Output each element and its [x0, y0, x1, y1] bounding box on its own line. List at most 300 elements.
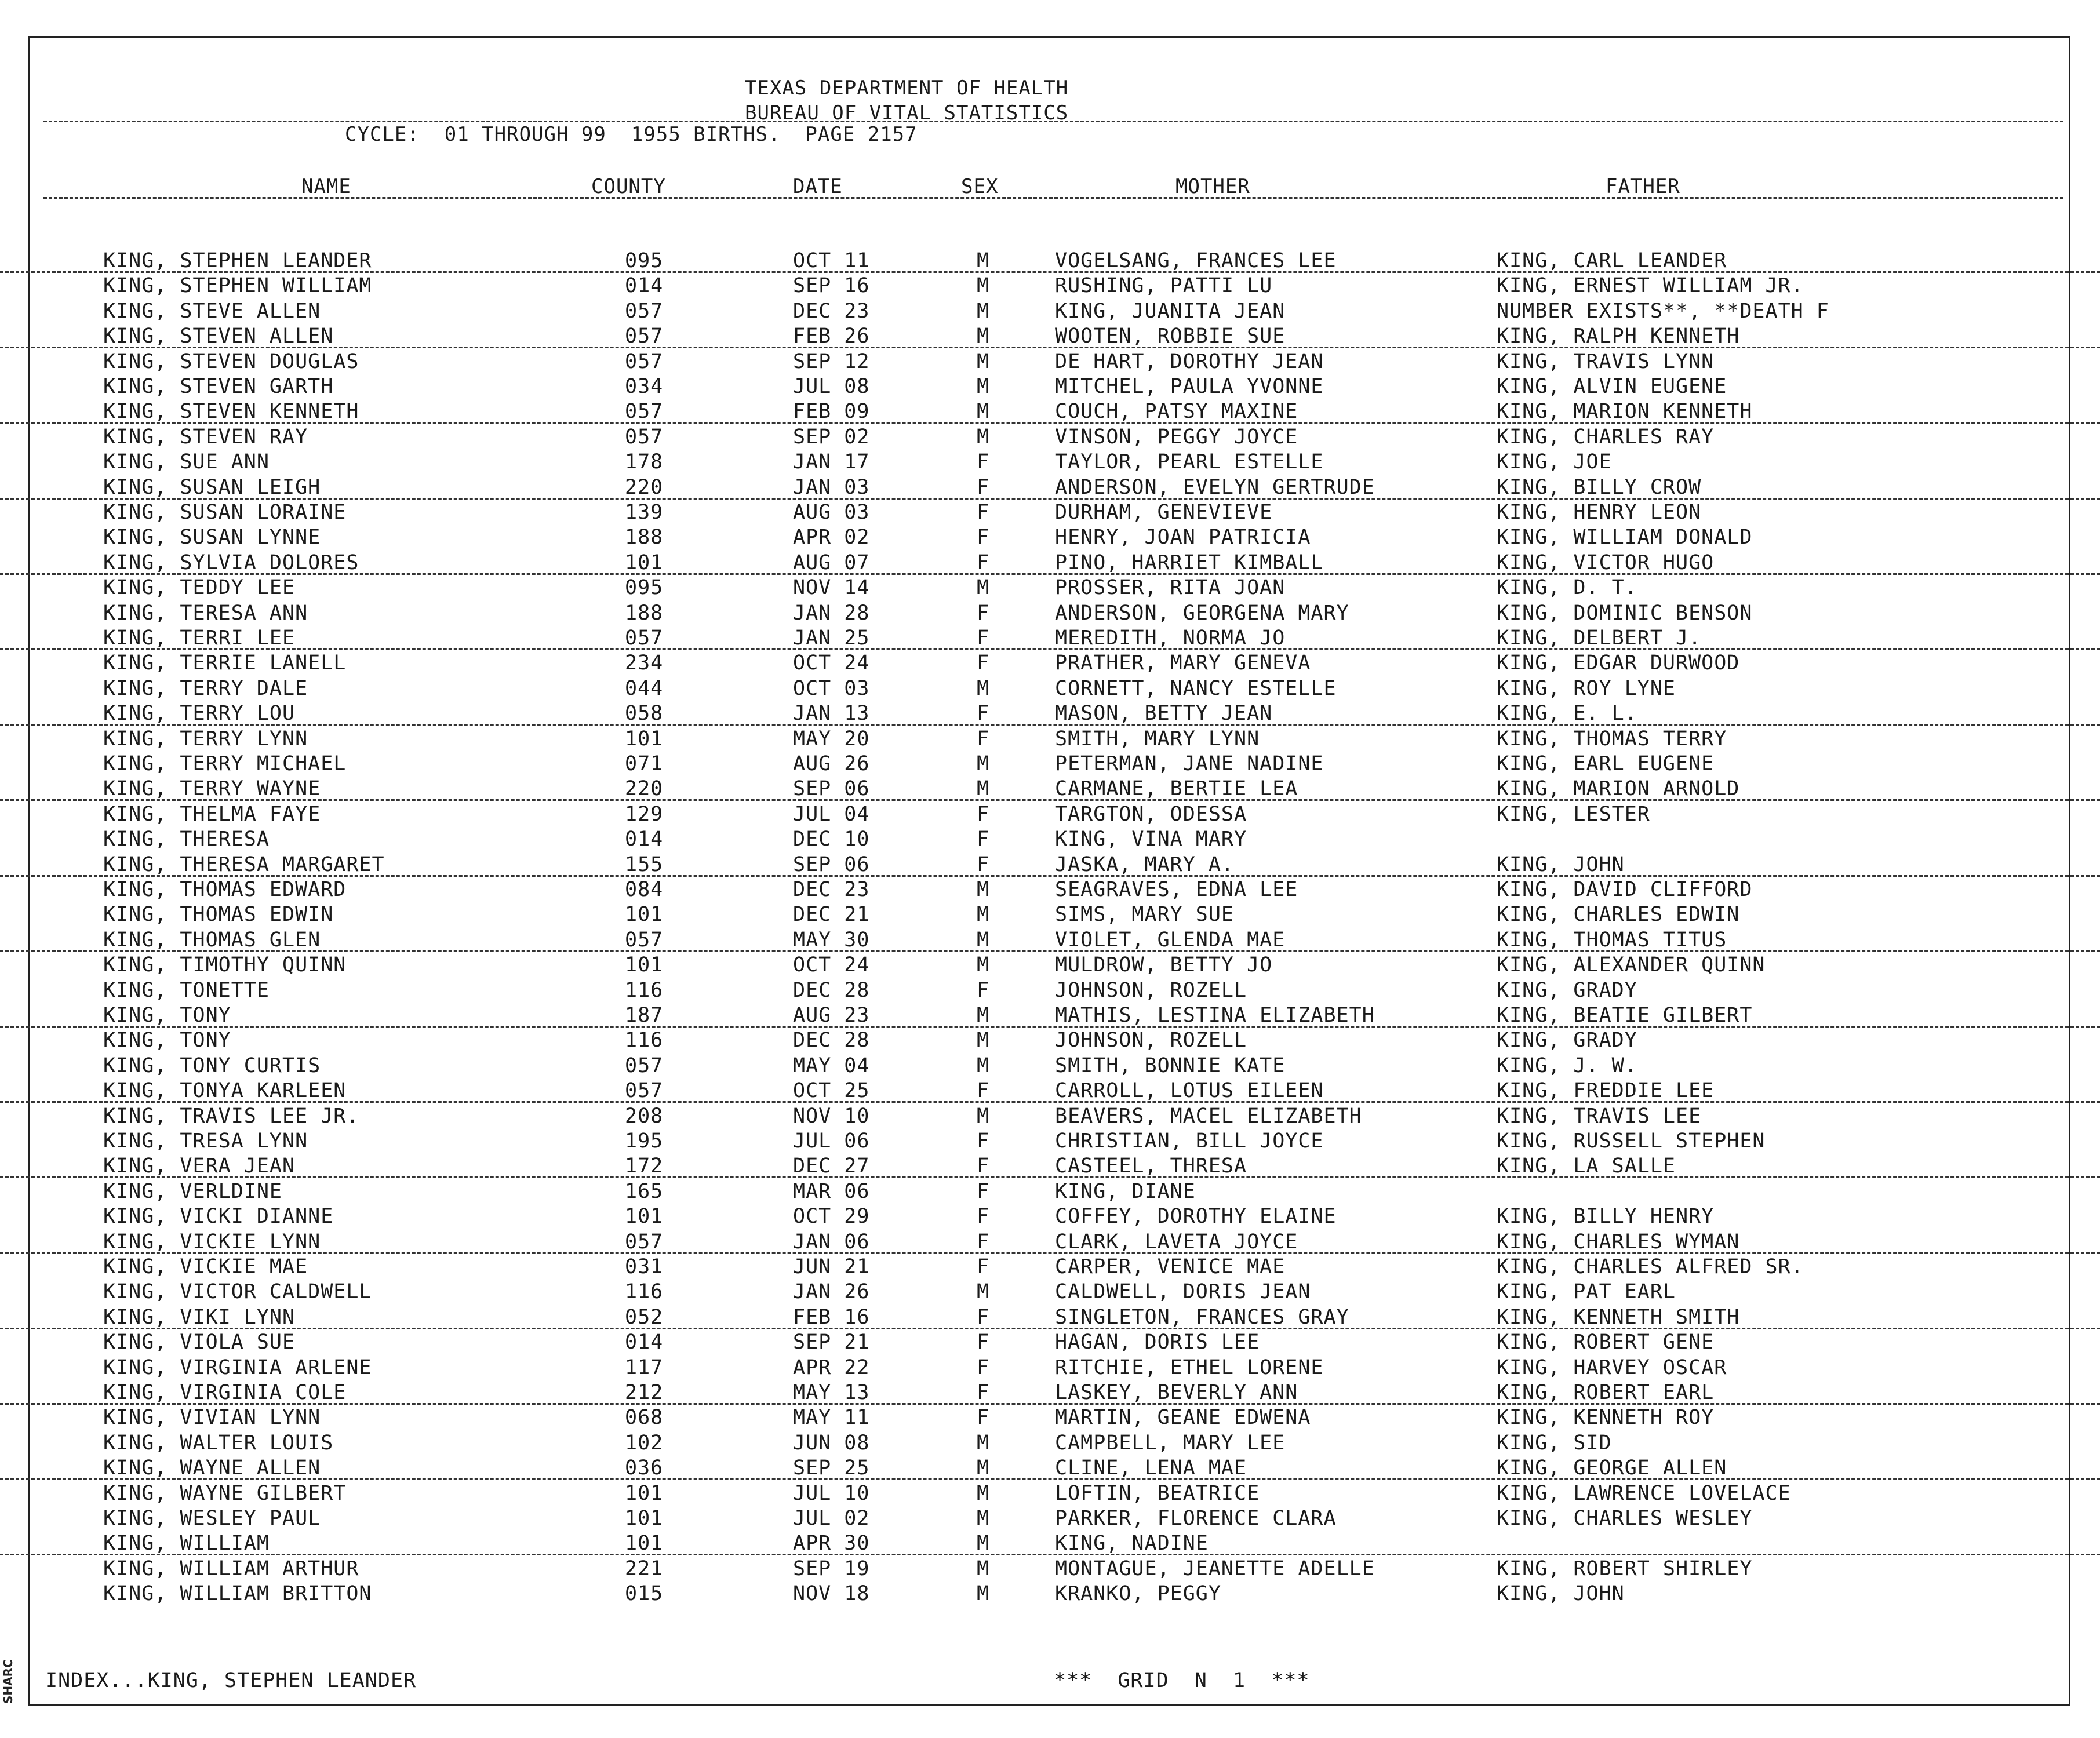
cell-sex: F [977, 1255, 990, 1278]
cell-father: KING, D. T. [1497, 576, 1637, 600]
cell-date: AUG 07 [793, 551, 870, 574]
cell-sex: F [977, 802, 990, 826]
cell-mother: PINO, HARRIET KIMBALL [1055, 551, 1324, 574]
cell-name: KING, STEVE ALLEN [103, 299, 321, 323]
table-row [0, 1279, 2100, 1304]
cell-county: 057 [625, 400, 664, 424]
cell-date: AUG 23 [793, 1004, 870, 1027]
cell-sex: M [977, 1004, 990, 1027]
cell-father: KING, CHARLES WESLEY [1497, 1507, 1753, 1530]
cell-date: NOV 18 [793, 1582, 870, 1606]
cell-county: 208 [625, 1104, 664, 1128]
cell-mother: CORNETT, NANCY ESTELLE [1055, 676, 1337, 700]
page-title: TEXAS DEPARTMENT OF HEALTH [745, 76, 1069, 100]
cell-name: KING, TERRI LEE [103, 626, 296, 650]
cell-date: DEC 21 [793, 903, 870, 927]
cell-father: KING, RALPH KENNETH [1497, 325, 1740, 348]
cell-name: KING, TONY [103, 1004, 231, 1027]
cell-date: MAY 13 [793, 1381, 870, 1404]
cell-mother: KING, VINA MARY [1055, 828, 1247, 851]
cell-name: KING, WAYNE GILBERT [103, 1481, 347, 1505]
table-row [0, 323, 2100, 348]
header-rule [43, 197, 2063, 199]
cell-sex: M [977, 1054, 990, 1077]
cell-name: KING, THOMAS EDWIN [103, 903, 334, 927]
table-row [0, 1078, 2100, 1103]
cell-date: JUL 06 [793, 1129, 870, 1153]
cell-date: JUN 21 [793, 1255, 870, 1278]
cell-sex: F [977, 601, 990, 625]
cell-mother: DE HART, DOROTHY JEAN [1055, 349, 1324, 373]
cell-name: KING, VICKIE MAE [103, 1255, 308, 1278]
cell-county: 101 [625, 1532, 664, 1555]
cell-mother: JOHNSON, ROZELL [1055, 978, 1247, 1002]
title-rule [43, 121, 2063, 122]
cell-name: KING, TRAVIS LEE JR. [103, 1104, 359, 1128]
cell-sex: M [977, 953, 990, 977]
cell-name: KING, WESLEY PAUL [103, 1507, 321, 1530]
cell-date: DEC 28 [793, 1029, 870, 1052]
table-row [0, 1254, 2100, 1279]
cell-date: DEC 23 [793, 878, 870, 901]
cell-name: KING, TONY [103, 1029, 231, 1052]
cell-mother: COFFEY, DOROTHY ELAINE [1055, 1205, 1337, 1229]
cell-sex: M [977, 1029, 990, 1052]
cell-county: 234 [625, 651, 664, 675]
cell-sex: M [977, 1280, 990, 1304]
table-row [0, 1204, 2100, 1229]
index-footer: INDEX...KING, STEPHEN LEANDER [45, 1669, 417, 1692]
cell-sex: M [977, 375, 990, 398]
cell-father: KING, JOHN [1497, 1582, 1625, 1606]
column-header-father: FATHER [1606, 175, 1680, 198]
cell-sex: F [977, 828, 990, 851]
table-row [0, 1581, 2100, 1606]
cell-father: KING, LA SALLE [1497, 1154, 1676, 1178]
cell-date: APR 02 [793, 526, 870, 549]
table-row [0, 1405, 2100, 1430]
cell-name: KING, TERRY DALE [103, 676, 308, 700]
table-row [0, 1481, 2100, 1506]
cell-county: 101 [625, 727, 664, 750]
cell-county: 057 [625, 626, 664, 650]
cell-mother: CLARK, LAVETA JOYCE [1055, 1230, 1298, 1254]
cell-sex: M [977, 299, 990, 323]
cell-sex: F [977, 1331, 990, 1354]
cell-mother: DURHAM, GENEVIEVE [1055, 501, 1273, 524]
cell-mother: MITCHEL, PAULA YVONNE [1055, 375, 1324, 398]
cell-county: 036 [625, 1456, 664, 1480]
cell-father: KING, TRAVIS LEE [1497, 1104, 1702, 1128]
cell-name: KING, VERLDINE [103, 1179, 283, 1203]
cell-sex: M [977, 1104, 990, 1128]
cell-father: KING, HENRY LEON [1497, 501, 1702, 524]
table-row [0, 424, 2100, 449]
cell-county: 155 [625, 852, 664, 876]
cell-name: KING, STEVEN DOUGLAS [103, 349, 359, 373]
cell-name: KING, STEVEN ALLEN [103, 325, 334, 348]
column-header-date: DATE [793, 175, 843, 198]
cell-mother: SMITH, BONNIE KATE [1055, 1054, 1286, 1077]
cell-county: 057 [625, 1079, 664, 1103]
cell-county: 057 [625, 325, 664, 348]
cell-county: 116 [625, 978, 664, 1002]
table-row [0, 550, 2100, 575]
cell-name: KING, VICKIE LYNN [103, 1230, 321, 1254]
cell-mother: CLINE, LENA MAE [1055, 1456, 1247, 1480]
cell-date: FEB 16 [793, 1305, 870, 1329]
cell-date: JUL 10 [793, 1481, 870, 1505]
cell-sex: F [977, 1406, 990, 1430]
table-row [0, 1028, 2100, 1052]
cell-name: KING, VIKI LYNN [103, 1305, 296, 1329]
cell-name: KING, VERA JEAN [103, 1154, 296, 1178]
cell-father: KING, ROBERT EARL [1497, 1381, 1715, 1404]
cell-name: KING, STEVEN GARTH [103, 375, 334, 398]
table-row [0, 349, 2100, 374]
table-row [0, 877, 2100, 902]
cell-name: KING, TERRY LOU [103, 702, 296, 726]
cell-county: 014 [625, 274, 664, 298]
cell-father: KING, CARL LEANDER [1497, 249, 1727, 272]
cell-father: KING, GRADY [1497, 978, 1637, 1002]
cell-mother: PROSSER, RITA JOAN [1055, 576, 1286, 600]
cell-county: 187 [625, 1004, 664, 1027]
cell-county: 101 [625, 903, 664, 927]
cell-name: KING, TERRY LYNN [103, 727, 308, 750]
cell-sex: M [977, 878, 990, 901]
cell-mother: PETERMAN, JANE NADINE [1055, 752, 1324, 775]
cell-father: KING, BEATIE GILBERT [1497, 1004, 1753, 1027]
table-row [0, 676, 2100, 701]
cell-date: FEB 26 [793, 325, 870, 348]
cell-father: KING, KENNETH SMITH [1497, 1305, 1740, 1329]
cell-sex: M [977, 676, 990, 700]
cell-name: KING, WILLIAM [103, 1532, 270, 1555]
cell-name: KING, TRESA LYNN [103, 1129, 308, 1153]
cell-mother: CARMANE, BERTIE LEA [1055, 777, 1298, 801]
cell-sex: F [977, 1381, 990, 1404]
cell-date: MAY 11 [793, 1406, 870, 1430]
cell-county: 220 [625, 475, 664, 499]
cell-name: KING, VICKI DIANNE [103, 1205, 334, 1229]
column-header-name: NAME [301, 175, 351, 198]
cell-mother: ANDERSON, EVELYN GERTRUDE [1055, 475, 1375, 499]
cell-father: KING, GRADY [1497, 1029, 1637, 1052]
table-row [0, 248, 2100, 273]
cell-father: KING, JOHN [1497, 852, 1625, 876]
cell-father: KING, JOE [1497, 450, 1612, 474]
cell-name: KING, VICTOR CALDWELL [103, 1280, 372, 1304]
cell-sex: M [977, 777, 990, 801]
cell-father: KING, ALEXANDER QUINN [1497, 953, 1766, 977]
cell-father: KING, ROY LYNE [1497, 676, 1676, 700]
cell-name: KING, SUSAN LORAINE [103, 501, 347, 524]
cell-sex: F [977, 978, 990, 1002]
table-row [0, 650, 2100, 675]
cell-father: KING, FREDDIE LEE [1497, 1079, 1715, 1103]
cell-date: JAN 17 [793, 450, 870, 474]
cell-sex: M [977, 903, 990, 927]
cell-sex: F [977, 727, 990, 750]
cell-name: KING, TERRY WAYNE [103, 777, 321, 801]
table-row [0, 1430, 2100, 1455]
cell-mother: RUSHING, PATTI LU [1055, 274, 1273, 298]
cell-mother: COUCH, PATSY MAXINE [1055, 400, 1298, 424]
cell-mother: HENRY, JOAN PATRICIA [1055, 526, 1311, 549]
cell-name: KING, SYLVIA DOLORES [103, 551, 359, 574]
cell-county: 195 [625, 1129, 664, 1153]
cell-mother: CHRISTIAN, BILL JOYCE [1055, 1129, 1324, 1153]
cell-name: KING, VIRGINIA ARLENE [103, 1356, 372, 1379]
cell-county: 014 [625, 828, 664, 851]
cell-name: KING, TERRY MICHAEL [103, 752, 347, 775]
table-row [0, 1229, 2100, 1254]
cell-sex: M [977, 576, 990, 600]
cell-county: 220 [625, 777, 664, 801]
cell-name: KING, STEVEN KENNETH [103, 400, 359, 424]
cell-county: 058 [625, 702, 664, 726]
table-row [0, 1329, 2100, 1354]
cell-county: 014 [625, 1331, 664, 1354]
cell-sex: F [977, 1305, 990, 1329]
cell-mother: MONTAGUE, JEANETTE ADELLE [1055, 1557, 1375, 1580]
cell-county: 102 [625, 1431, 664, 1455]
cell-county: 212 [625, 1381, 664, 1404]
cell-name: KING, STEPHEN WILLIAM [103, 274, 372, 298]
cell-date: JAN 25 [793, 626, 870, 650]
cell-father: KING, SID [1497, 1431, 1612, 1455]
cell-name: KING, TERRIE LANELL [103, 651, 347, 675]
cell-father: KING, GEORGE ALLEN [1497, 1456, 1727, 1480]
cell-date: JAN 06 [793, 1230, 870, 1254]
cell-sex: M [977, 1557, 990, 1580]
cell-date: NOV 14 [793, 576, 870, 600]
cell-mother: SMITH, MARY LYNN [1055, 727, 1260, 750]
cell-county: 057 [625, 349, 664, 373]
cell-mother: PARKER, FLORENCE CLARA [1055, 1507, 1337, 1530]
cell-sex: M [977, 400, 990, 424]
cell-county: 101 [625, 1205, 664, 1229]
cell-date: JAN 13 [793, 702, 870, 726]
cell-date: OCT 11 [793, 249, 870, 272]
cell-date: JUN 08 [793, 1431, 870, 1455]
cell-county: 015 [625, 1582, 664, 1606]
cell-sex: F [977, 626, 990, 650]
cell-name: KING, TEDDY LEE [103, 576, 296, 600]
cell-sex: M [977, 1532, 990, 1555]
cell-mother: CARROLL, LOTUS EILEEN [1055, 1079, 1324, 1103]
cell-father: KING, EARL EUGENE [1497, 752, 1715, 775]
table-row [0, 1179, 2100, 1204]
cell-father: KING, ALVIN EUGENE [1497, 375, 1727, 398]
side-label: SHARC [1, 1659, 15, 1704]
cell-name: KING, THOMAS EDWARD [103, 878, 347, 901]
cell-sex: F [977, 651, 990, 675]
cell-mother: KING, NADINE [1055, 1532, 1209, 1555]
cell-date: JAN 03 [793, 475, 870, 499]
cell-father: KING, BILLY CROW [1497, 475, 1702, 499]
table-row [0, 902, 2100, 927]
cell-county: 221 [625, 1557, 664, 1580]
cell-father: KING, MARION KENNETH [1497, 400, 1753, 424]
cell-date: JAN 26 [793, 1280, 870, 1304]
cell-date: DEC 10 [793, 828, 870, 851]
cell-father: KING, DOMINIC BENSON [1497, 601, 1753, 625]
cell-county: 084 [625, 878, 664, 901]
column-header-sex: SEX [961, 175, 999, 198]
cell-father: NUMBER EXISTS**, **DEATH F [1497, 299, 1829, 323]
cell-father: KING, VICTOR HUGO [1497, 551, 1715, 574]
cell-county: 052 [625, 1305, 664, 1329]
cell-name: KING, THERESA [103, 828, 270, 851]
cell-sex: F [977, 551, 990, 574]
table-row [0, 1128, 2100, 1153]
cell-name: KING, VIOLA SUE [103, 1331, 296, 1354]
table-row [0, 1305, 2100, 1329]
table-row [0, 751, 2100, 776]
table-row [0, 399, 2100, 424]
cell-county: 116 [625, 1029, 664, 1052]
cell-mother: KRANKO, PEGGY [1055, 1582, 1221, 1606]
cell-father: KING, EDGAR DURWOOD [1497, 651, 1740, 675]
cell-sex: F [977, 1356, 990, 1379]
cell-sex: F [977, 1179, 990, 1203]
cell-county: 188 [625, 601, 664, 625]
cell-sex: M [977, 249, 990, 272]
cell-sex: M [977, 1507, 990, 1530]
cell-date: JUL 08 [793, 375, 870, 398]
cell-father: KING, LAWRENCE LOVELACE [1497, 1481, 1791, 1505]
cell-father: KING, HARVEY OSCAR [1497, 1356, 1727, 1379]
cell-name: KING, SUE ANN [103, 450, 270, 474]
cell-county: 101 [625, 551, 664, 574]
cell-sex: M [977, 1456, 990, 1480]
cell-father: KING, MARION ARNOLD [1497, 777, 1740, 801]
cell-father: KING, DELBERT J. [1497, 626, 1702, 650]
table-row [0, 524, 2100, 549]
cell-mother: CARPER, VENICE MAE [1055, 1255, 1286, 1278]
cell-mother: VIOLET, GLENDA MAE [1055, 928, 1286, 952]
cell-mother: VOGELSANG, FRANCES LEE [1055, 249, 1337, 272]
cell-father: KING, ERNEST WILLIAM JR. [1497, 274, 1804, 298]
column-header-county: COUNTY [591, 175, 666, 198]
cell-mother: KING, JUANITA JEAN [1055, 299, 1286, 323]
cell-mother: SIMS, MARY SUE [1055, 903, 1235, 927]
cell-name: KING, TERESA ANN [103, 601, 308, 625]
cell-date: MAY 04 [793, 1054, 870, 1077]
table-row [0, 575, 2100, 600]
cell-father: KING, ROBERT GENE [1497, 1331, 1715, 1354]
cell-father: KING, TRAVIS LYNN [1497, 349, 1715, 373]
cell-sex: F [977, 1129, 990, 1153]
table-row [0, 1103, 2100, 1128]
cell-father: KING, E. L. [1497, 702, 1637, 726]
cell-mother: MATHIS, LESTINA ELIZABETH [1055, 1004, 1375, 1027]
table-row [0, 852, 2100, 877]
cell-date: OCT 29 [793, 1205, 870, 1229]
column-header-mother: MOTHER [1175, 175, 1250, 198]
bureau-subtitle: BUREAU OF VITAL STATISTICS [745, 101, 1069, 125]
cell-sex: F [977, 501, 990, 524]
cell-father: KING, LESTER [1497, 802, 1650, 826]
cell-mother: KING, DIANE [1055, 1179, 1196, 1203]
cell-name: KING, SUSAN LEIGH [103, 475, 321, 499]
cell-mother: VINSON, PEGGY JOYCE [1055, 425, 1298, 449]
cell-county: 129 [625, 802, 664, 826]
cell-county: 057 [625, 299, 664, 323]
table-row [0, 374, 2100, 399]
cell-sex: M [977, 928, 990, 952]
cell-date: APR 22 [793, 1356, 870, 1379]
cell-sex: F [977, 1230, 990, 1254]
table-row [0, 273, 2100, 298]
cell-sex: M [977, 425, 990, 449]
cell-county: 031 [625, 1255, 664, 1278]
cell-date: JUL 04 [793, 802, 870, 826]
cell-name: KING, TONETTE [103, 978, 270, 1002]
cell-date: SEP 19 [793, 1557, 870, 1580]
cell-mother: MARTIN, GEANE EDWENA [1055, 1406, 1311, 1430]
table-row [0, 1455, 2100, 1480]
cell-mother: BEAVERS, MACEL ELIZABETH [1055, 1104, 1362, 1128]
cell-mother: RITCHIE, ETHEL LORENE [1055, 1356, 1324, 1379]
table-row [0, 625, 2100, 650]
cell-father: KING, J. W. [1497, 1054, 1637, 1077]
cell-date: SEP 06 [793, 777, 870, 801]
cell-sex: F [977, 1079, 990, 1103]
cell-date: MAY 20 [793, 727, 870, 750]
cell-date: SEP 02 [793, 425, 870, 449]
cell-county: 139 [625, 501, 664, 524]
cell-date: SEP 12 [793, 349, 870, 373]
cell-date: SEP 25 [793, 1456, 870, 1480]
cell-father: KING, CHARLES WYMAN [1497, 1230, 1740, 1254]
cell-name: KING, WILLIAM ARTHUR [103, 1557, 359, 1580]
cell-sex: F [977, 475, 990, 499]
cell-name: KING, WILLIAM BRITTON [103, 1582, 372, 1606]
table-row [0, 449, 2100, 474]
cell-date: AUG 03 [793, 501, 870, 524]
cell-sex: F [977, 526, 990, 549]
cell-date: SEP 21 [793, 1331, 870, 1354]
cell-name: KING, THERESA MARGARET [103, 852, 385, 876]
cell-father: KING, CHARLES ALFRED SR. [1497, 1255, 1804, 1278]
cell-name: KING, TONY CURTIS [103, 1054, 321, 1077]
cell-mother: CALDWELL, DORIS JEAN [1055, 1280, 1311, 1304]
cell-county: 117 [625, 1356, 664, 1379]
table-row [0, 978, 2100, 1003]
cell-mother: HAGAN, DORIS LEE [1055, 1331, 1260, 1354]
table-row [0, 475, 2100, 500]
cell-sex: F [977, 852, 990, 876]
cell-county: 101 [625, 953, 664, 977]
cell-name: KING, TONYA KARLEEN [103, 1079, 347, 1103]
cell-father: KING, THOMAS TERRY [1497, 727, 1727, 750]
cell-mother: JOHNSON, ROZELL [1055, 1029, 1247, 1052]
table-row [0, 1053, 2100, 1078]
cell-name: KING, STEVEN RAY [103, 425, 308, 449]
cell-sex: M [977, 274, 990, 298]
table-row [0, 801, 2100, 826]
cell-mother: LASKEY, BEVERLY ANN [1055, 1381, 1298, 1404]
cell-date: SEP 16 [793, 274, 870, 298]
cell-sex: M [977, 1582, 990, 1606]
cell-mother: MEREDITH, NORMA JO [1055, 626, 1286, 650]
cell-date: OCT 24 [793, 651, 870, 675]
cell-father: KING, WILLIAM DONALD [1497, 526, 1753, 549]
cell-mother: MULDROW, BETTY JO [1055, 953, 1273, 977]
